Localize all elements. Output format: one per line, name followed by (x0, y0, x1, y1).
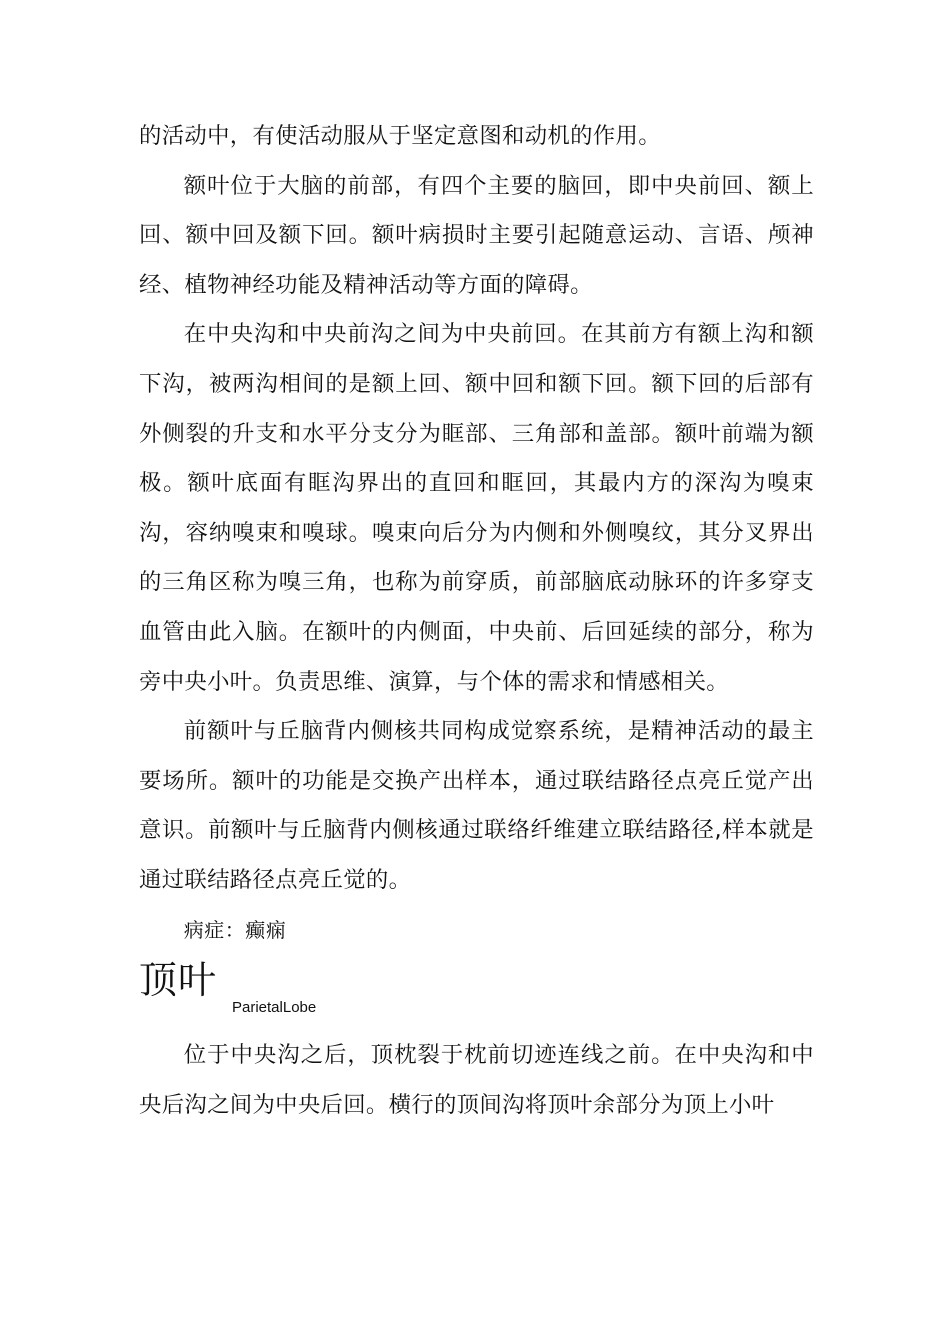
frontal-anatomy-paragraph: 在中央沟和中央前沟之间为中央前回。在其前方有额上沟和额下沟，被两沟相间的是额上回、额中回和额下回。额下回的后部有外侧裂的升支和水平分支分为眶部、三角部和盖部。额叶前端为额极。额叶底面有眶沟界出的直回和眶回，其最内方的深沟为嗅束沟，容纳嗅束和嗅球。嗅束向后分为内侧和外侧嗅纹，其分叉界出的三角区称为嗅三角，也称为前穿质，前部脑底动脉环的许多穿支血管由此入脑。在额叶的内侧面，中央前、后回延续的部分，称为旁中央小叶。负责思维、演算，与个体的需求和情感相关。 (139, 321, 814, 695)
illness-line: 病症：癫痫 (183, 917, 287, 942)
frontal-function-paragraph: 前额叶与丘脑背内侧核共同构成觉察系统，是精神活动的最主要场所。额叶的功能是交换产出样本，通过联结路径点亮丘觉产出意识。前额叶与丘脑背内侧核通过联络纤维建立联结路径,样本就是通过联结路径点亮丘觉的。 (139, 718, 814, 893)
document-body (139, 112, 814, 1130)
section-heading-parietal: 顶叶 (139, 958, 218, 1003)
section-subheading-parietal: ParietalLobe (232, 999, 317, 1017)
parietal-intro-paragraph: 位于中央沟之后，顶枕裂于枕前切迹连线之前。在中央沟和中央后沟之间为中央后回。横行的顶间沟将顶叶余部分为顶上小叶 (139, 1042, 814, 1118)
frontal-overview-paragraph: 额叶位于大脑的前部，有四个主要的脑回，即中央前回、额上回、额中回及额下回。额叶病损时主要引起随意运动、言语、颅神经、植物神经功能及精神活动等方面的障碍。 (139, 172, 814, 298)
intro-paragraph: 的活动中，有使活动服从于坚定意图和动机的作用。 (139, 123, 661, 149)
